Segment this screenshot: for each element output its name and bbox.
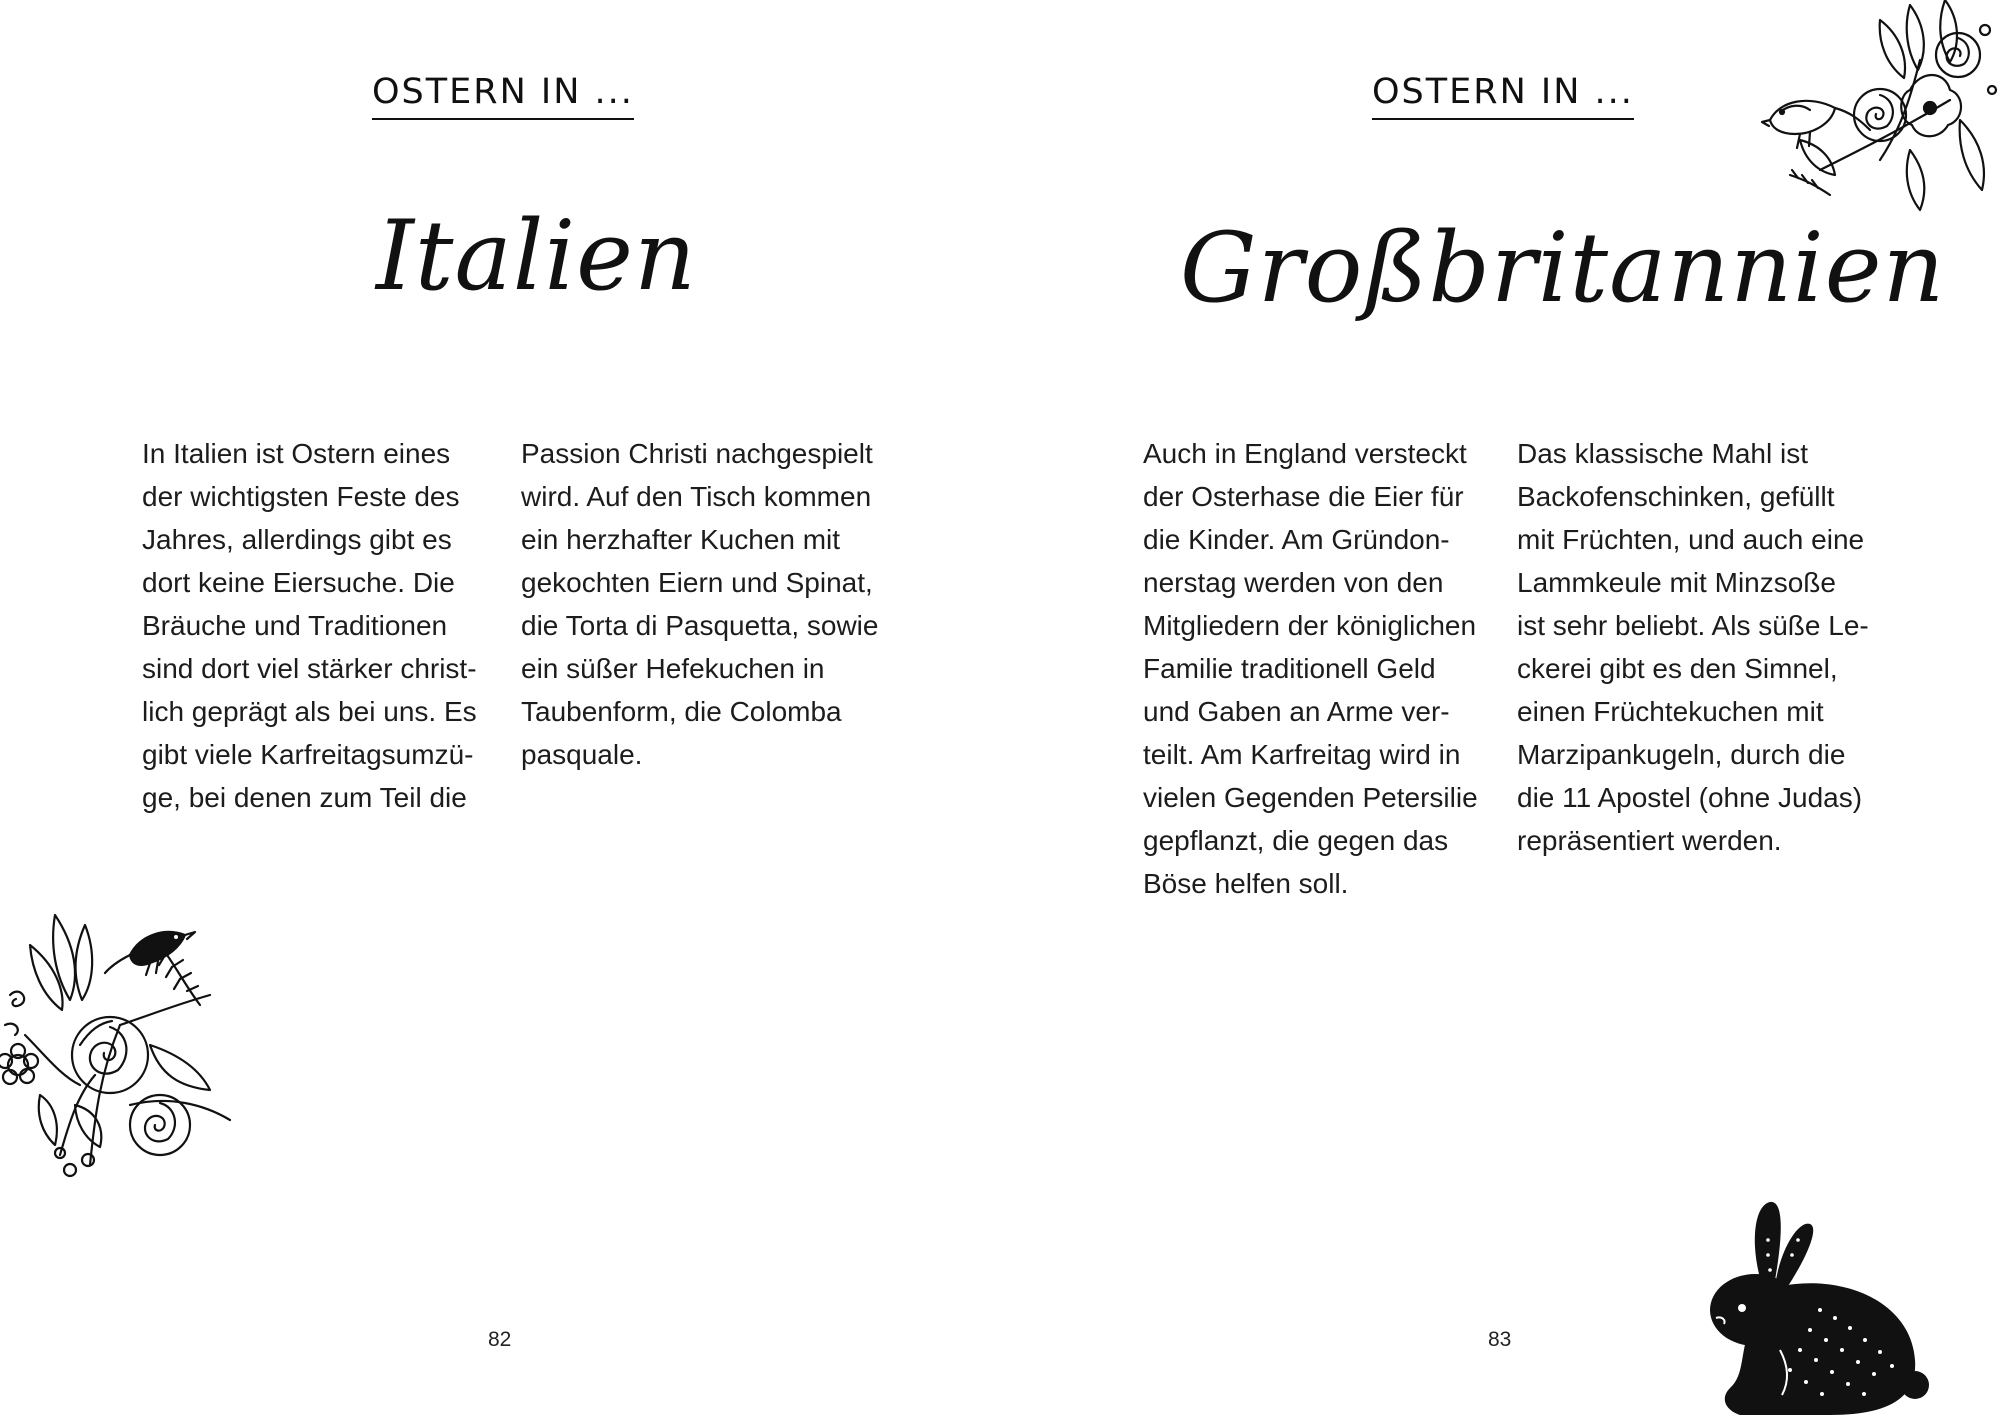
text-line: Auch in England versteckt <box>1143 438 1467 469</box>
text-line: Böse helfen soll. <box>1143 868 1349 899</box>
text-line: einen Früchtekuchen mit <box>1517 696 1824 727</box>
text-line: der wichtigsten Feste des <box>142 481 460 512</box>
section-kicker: OSTERN IN ... <box>372 72 634 120</box>
text-line: gibt viele Karfreitagsumzü- <box>142 739 474 770</box>
text-line: teilt. Am Karfreitag wird in <box>1143 739 1461 770</box>
text-line: repräsentiert werden. <box>1517 825 1782 856</box>
text-line: die Kinder. Am Gründon- <box>1143 524 1450 555</box>
floral-bird-illustration <box>1760 0 2000 215</box>
text-line: ein herzhafter Kuchen mit <box>521 524 841 555</box>
page-number: 83 <box>1488 1328 1512 1351</box>
text-line: die 11 Apostel (ohne Judas) <box>1517 782 1863 813</box>
text-line: Jahres, allerdings gibt es <box>142 524 452 555</box>
text-line: sind dort viel stärker christ- <box>142 653 477 684</box>
text-line: pasquale. <box>521 739 643 770</box>
text-line: Marzipankugeln, durch die <box>1517 739 1846 770</box>
text-line: ist sehr beliebt. Als süße Le- <box>1517 610 1869 641</box>
text-line: vielen Gegenden Petersilie <box>1143 782 1478 813</box>
right-page <box>1000 0 2000 1419</box>
text-line: und Gaben an Arme ver- <box>1143 696 1450 727</box>
text-line: ein süßer Hefekuchen in <box>521 653 825 684</box>
section-kicker: OSTERN IN ... <box>1372 72 1634 120</box>
text-line: ckerei gibt es den Simnel, <box>1517 653 1838 684</box>
text-column-1 <box>1143 432 1503 905</box>
text-line: Backofenschinken, gefüllt <box>1517 481 1835 512</box>
text-line: wird. Auf den Tisch kommen <box>521 481 872 512</box>
floral-bird-illustration <box>0 905 280 1185</box>
text-line: gepflanzt, die gegen das <box>1143 825 1449 856</box>
page-title: Großbritannien <box>1180 212 1946 324</box>
text-line: Taubenform, die Colomba <box>521 696 842 727</box>
text-line: Mitgliedern der königlichen <box>1143 610 1477 641</box>
text-line: dort keine Eiersuche. Die <box>142 567 455 598</box>
text-line: mit Früchten, und auch eine <box>1517 524 1865 555</box>
text-line: lich geprägt als bei uns. Es <box>142 696 477 727</box>
page-title: Italien <box>376 200 697 312</box>
text-column-2 <box>1517 432 1877 862</box>
text-line: Passion Christi nachgespielt <box>521 438 873 469</box>
text-line: In Italien ist Ostern eines <box>142 438 451 469</box>
text-line: Lammkeule mit Minzsoße <box>1517 567 1836 598</box>
text-line: ge, bei denen zum Teil die <box>142 782 467 813</box>
text-line: die Torta di Pasquetta, sowie <box>521 610 879 641</box>
text-line: nerstag werden von den <box>1143 567 1444 598</box>
text-column-2 <box>521 432 881 776</box>
text-column-1 <box>142 432 502 819</box>
text-line: Bräuche und Traditionen <box>142 610 448 641</box>
text-line: Das klassische Mahl ist <box>1517 438 1808 469</box>
text-line: Familie traditionell Geld <box>1143 653 1436 684</box>
page-number: 82 <box>488 1328 512 1351</box>
text-line: gekochten Eiern und Spinat, <box>521 567 873 598</box>
rabbit-silhouette <box>1670 1200 1930 1419</box>
text-line: der Osterhase die Eier für <box>1143 481 1464 512</box>
